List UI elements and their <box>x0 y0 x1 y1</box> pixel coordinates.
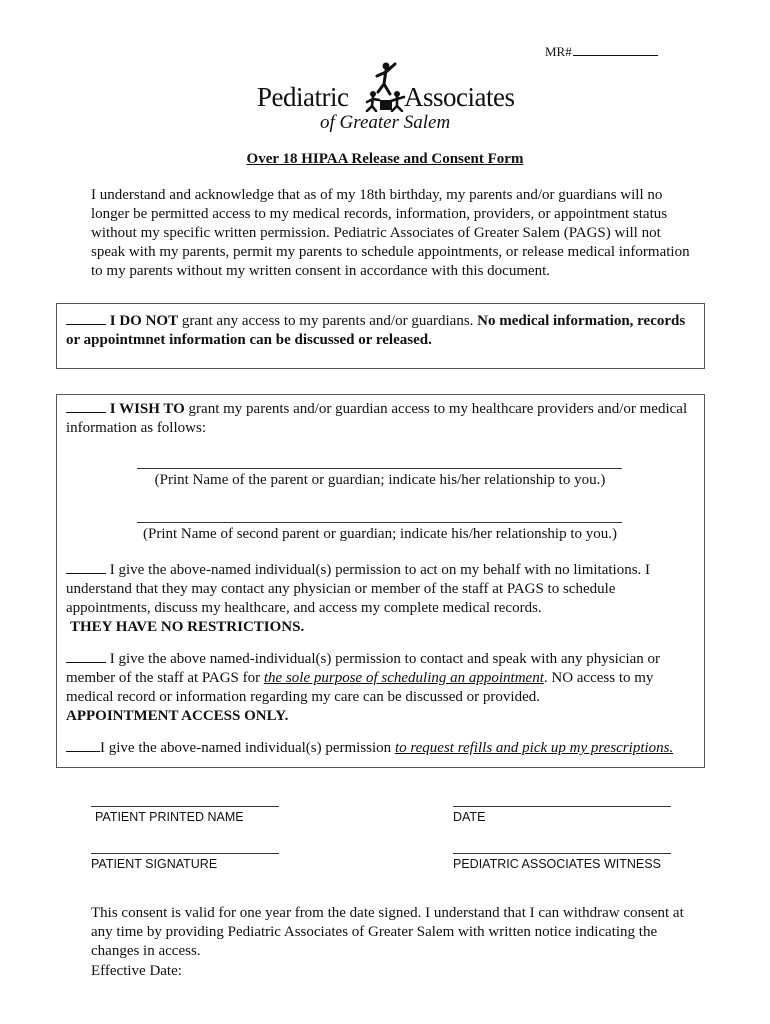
wish-text: grant my parents and/or guardian access to my healthcare providers and/or medical information as follows: <box>66 401 688 436</box>
appointment-access-option <box>66 650 698 726</box>
guardian-1-caption: (Print Name of the parent or guardian; indicate his/her relationship to you.) <box>154 472 606 488</box>
do-not-initial-blank[interactable] <box>66 324 106 325</box>
appointment-bold: APPOINTMENT ACCESS ONLY. <box>66 708 289 724</box>
effective-date-label: Effective Date: <box>91 963 182 979</box>
children-playing-icon <box>364 60 406 112</box>
wish-option-box <box>56 394 705 768</box>
date-label: DATE <box>453 810 486 824</box>
appointment-italic: the sole purpose of scheduling an appointment <box>263 670 544 686</box>
guardian-2-name-line[interactable] <box>137 522 622 523</box>
appointment-text-1: I give the above named-individual(s) permission to contact and speak with any physician or member of the staff at PAGS for <box>66 651 661 686</box>
refill-text: I give the above-named individual(s) permission <box>100 740 395 756</box>
refill-option <box>66 739 698 758</box>
patient-signature-label: PATIENT SIGNATURE <box>91 857 218 871</box>
refill-initial-blank[interactable] <box>66 751 100 752</box>
witness-line[interactable] <box>453 853 671 854</box>
full-access-initial-blank[interactable] <box>66 573 106 574</box>
appointment-text-2: . NO access to my medical record or information regarding my care can be discussed or provided. <box>66 670 654 705</box>
patient-printed-name-line[interactable] <box>91 806 279 807</box>
do-not-bold-text: No medical information, records or appointmnet information can be discussed or released. <box>66 313 686 348</box>
intro-paragraph: I understand and acknowledge that as of my 18th birthday, my parents and/or guardians will no longer be permitted access to my medical records, information, providers, or appointment status without my specific written permission. Pediatric Associates of Greater Salem (PAGS) will not speak with my parents, permit my parents to schedule appointments, or release medical information to my parents without my written consent in accordance with this document. <box>91 187 690 279</box>
guardian-2-caption: (Print Name of second parent or guardian; indicate his/her relationship to you.) <box>142 526 618 542</box>
logo-name-left: Pediatric <box>257 82 349 112</box>
appointment-access-initial-blank[interactable] <box>66 662 106 663</box>
date-line[interactable] <box>453 806 671 807</box>
form-title: Over 18 HIPAA Release and Consent Form <box>246 151 524 167</box>
mr-number-field[interactable] <box>545 44 658 60</box>
do-not-option-box <box>56 303 705 369</box>
witness-label: PEDIATRIC ASSOCIATES WITNESS <box>453 857 661 871</box>
patient-printed-name-label: PATIENT PRINTED NAME <box>95 810 244 824</box>
full-access-text: I give the above-named individual(s) permission to act on my behalf with no limitations. I understand that they may contact any physician or member of the staff at PAGS to schedule appointments, discuss my healthcare, and access my complete medical records. <box>66 562 651 616</box>
wish-lead: I WISH TO <box>109 401 185 417</box>
mr-number-label: MR# <box>545 44 572 59</box>
validity-paragraph: This consent is valid for one year from the date signed. I understand that I can withdraw consent at any time by providing Pediatric Associates of Greater Salem with written notice indicating the changes in access. <box>91 905 684 959</box>
do-not-lead: I DO NOT <box>109 313 179 329</box>
patient-signature-line[interactable] <box>91 853 279 854</box>
do-not-option <box>66 312 692 350</box>
mr-number-blank[interactable] <box>573 55 658 56</box>
logo-subtitle: of Greater Salem <box>320 112 451 133</box>
do-not-text: grant any access to my parents and/or guardians. <box>178 313 478 329</box>
wish-option <box>66 400 698 438</box>
full-access-option <box>66 561 698 637</box>
refill-italic: to request refills and pick up my prescriptions. <box>394 740 674 756</box>
guardian-1-name-line[interactable] <box>137 468 622 469</box>
wish-initial-blank[interactable] <box>66 412 106 413</box>
full-access-bold: THEY HAVE NO RESTRICTIONS. <box>70 619 305 635</box>
logo-name-right: Associates <box>404 82 515 112</box>
